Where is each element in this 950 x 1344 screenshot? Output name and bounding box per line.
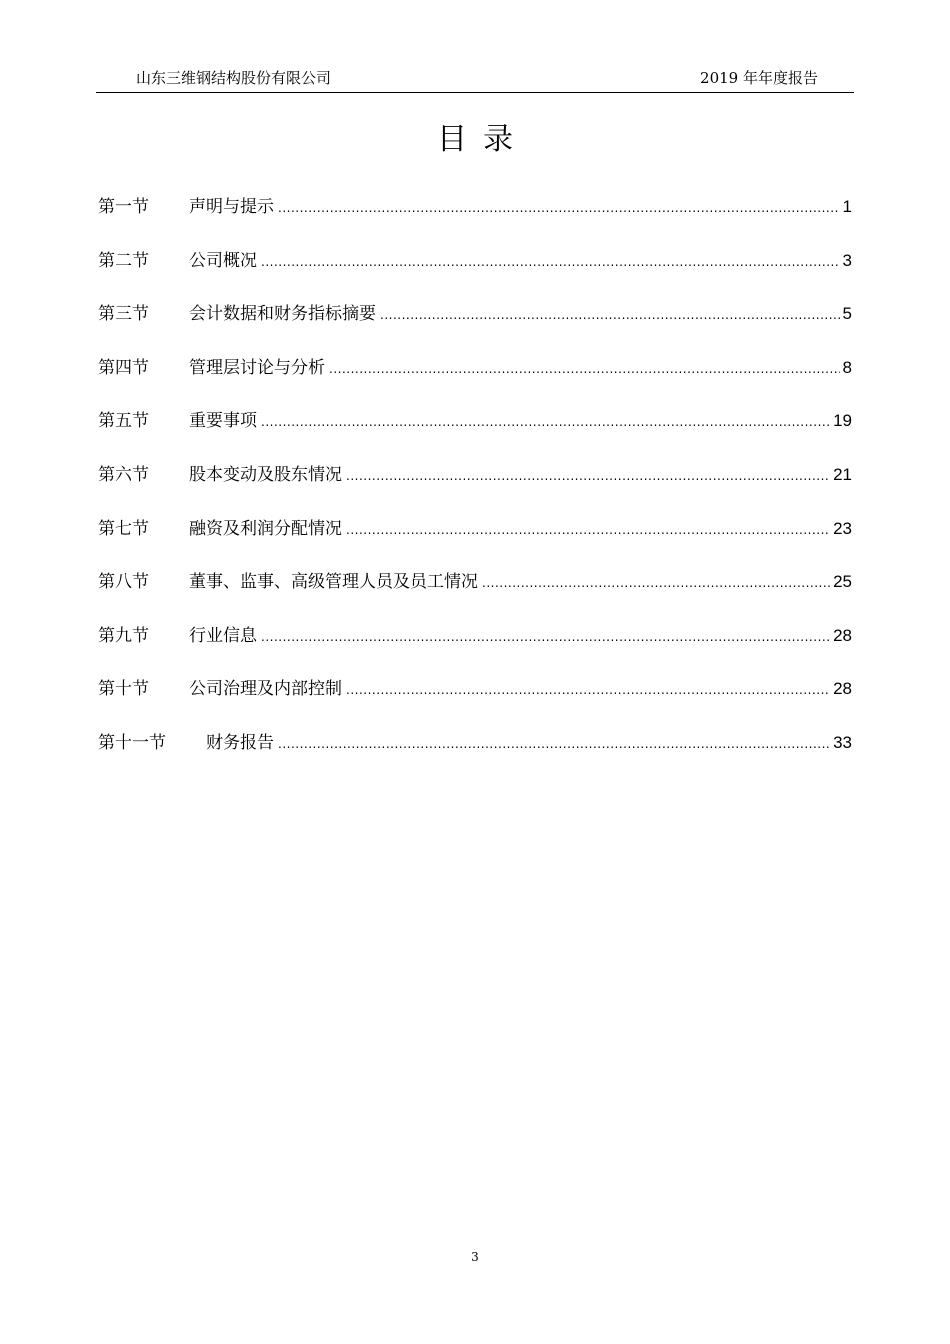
toc-section-number: 第四节 bbox=[98, 357, 149, 378]
toc-page-number: 25 bbox=[833, 572, 852, 592]
toc-leader-dots bbox=[261, 622, 830, 652]
toc-entry[interactable] bbox=[98, 246, 852, 300]
toc-leader-dots bbox=[329, 354, 840, 384]
toc-entry[interactable] bbox=[98, 299, 852, 353]
toc-heading: 管理层讨论与分析 bbox=[189, 357, 325, 378]
toc-page-number: 23 bbox=[833, 518, 852, 538]
toc-page-number: 5 bbox=[842, 304, 852, 324]
toc-leader-dots bbox=[346, 461, 830, 491]
page-header bbox=[96, 64, 854, 93]
toc-section-number: 第九节 bbox=[98, 625, 149, 646]
toc-section-number: 第二节 bbox=[98, 250, 149, 271]
toc-section-number: 第十一节 bbox=[98, 732, 166, 753]
toc-heading: 会计数据和财务指标摘要 bbox=[189, 304, 376, 325]
toc-page-number: 8 bbox=[842, 357, 852, 377]
toc-section-number: 第六节 bbox=[98, 464, 149, 485]
toc-section-number: 第十节 bbox=[98, 679, 149, 700]
toc-leader-dots bbox=[261, 407, 830, 437]
toc-page-number: 28 bbox=[833, 625, 852, 645]
toc-entry[interactable] bbox=[98, 674, 852, 728]
toc-section-number: 第五节 bbox=[98, 411, 149, 432]
toc-entry[interactable] bbox=[98, 353, 852, 407]
toc-heading: 公司概况 bbox=[189, 250, 257, 271]
toc-entry[interactable] bbox=[98, 728, 852, 782]
toc-page-number: 21 bbox=[833, 464, 852, 484]
toc-page-number: 19 bbox=[833, 411, 852, 431]
toc-leader-dots bbox=[278, 193, 840, 223]
toc-leader-dots bbox=[482, 568, 830, 598]
toc-leader-dots bbox=[261, 247, 840, 277]
toc-section-number: 第一节 bbox=[98, 197, 149, 217]
toc-leader-dots bbox=[278, 729, 830, 759]
toc-list bbox=[98, 192, 852, 782]
toc-heading: 财务报告 bbox=[206, 732, 274, 753]
header-report-title: 2019 年年度报告 bbox=[700, 69, 818, 87]
toc-entry[interactable] bbox=[98, 460, 852, 514]
toc-page-number: 3 bbox=[842, 250, 852, 270]
toc-section-number: 第八节 bbox=[98, 572, 149, 593]
toc-section-number: 第七节 bbox=[98, 518, 149, 539]
toc-title: 目录 bbox=[437, 122, 529, 157]
toc-heading: 行业信息 bbox=[189, 625, 257, 646]
toc-page-number: 1 bbox=[842, 197, 852, 216]
toc-section-number: 第三节 bbox=[98, 304, 149, 325]
toc-entry[interactable] bbox=[98, 406, 852, 460]
toc-heading: 股本变动及股东情况 bbox=[189, 464, 342, 485]
toc-entry[interactable] bbox=[98, 621, 852, 675]
toc-heading: 融资及利润分配情况 bbox=[189, 518, 342, 539]
toc-leader-dots bbox=[346, 515, 830, 545]
header-company-name: 山东三维钢结构股份有限公司 bbox=[136, 69, 332, 87]
toc-heading: 董事、监事、高级管理人员及员工情况 bbox=[189, 572, 478, 593]
toc-entry[interactable] bbox=[98, 514, 852, 568]
toc-entry[interactable] bbox=[98, 192, 852, 246]
toc-heading: 公司治理及内部控制 bbox=[189, 679, 342, 700]
toc-heading: 重要事项 bbox=[189, 411, 257, 432]
toc-page-number: 28 bbox=[833, 679, 852, 699]
page-number: 3 bbox=[471, 1250, 479, 1264]
toc-leader-dots bbox=[380, 300, 840, 330]
toc-heading: 声明与提示 bbox=[189, 197, 274, 217]
toc-page-number: 33 bbox=[833, 732, 852, 752]
toc-entry[interactable] bbox=[98, 567, 852, 621]
toc-leader-dots bbox=[346, 675, 830, 705]
